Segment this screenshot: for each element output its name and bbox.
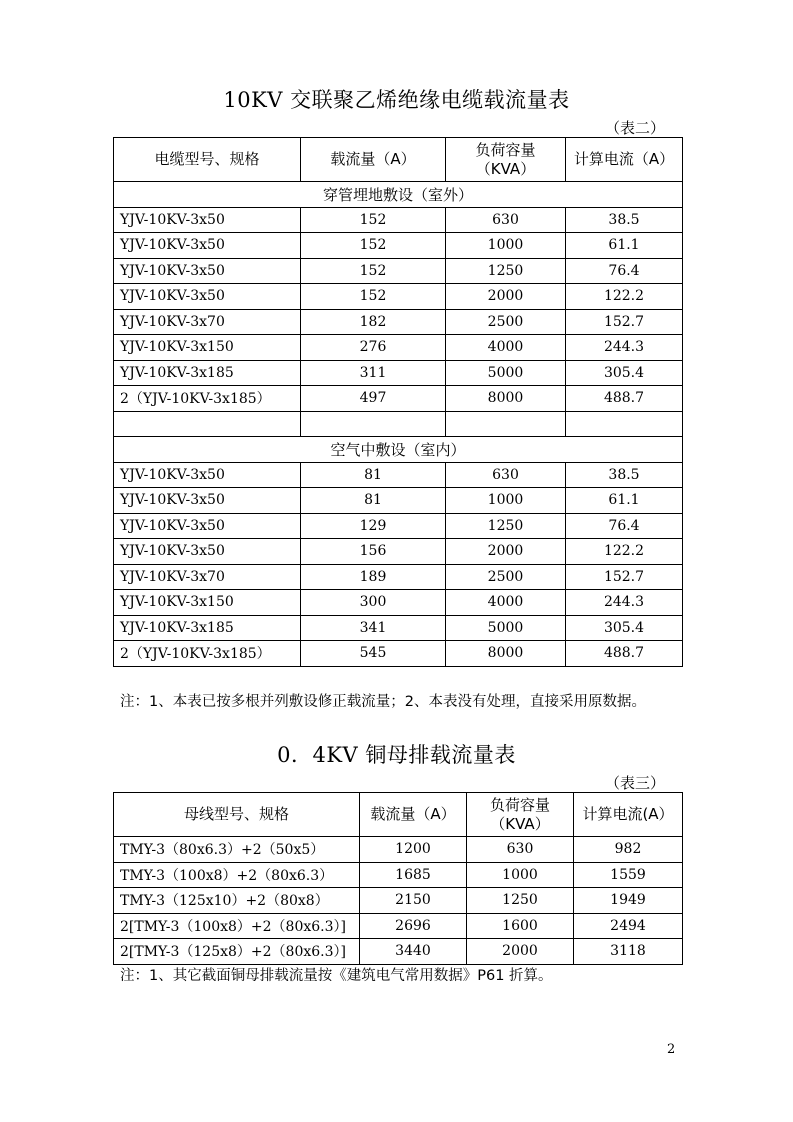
cell-model: YJV-10KV-3x50	[114, 284, 301, 310]
cell-model: 2（YJV-10KV-3x185）	[114, 641, 301, 667]
cell-capacity: 2500	[446, 309, 566, 335]
cell-capacity: 4000	[446, 335, 566, 361]
cell-model: YJV-10KV-3x150	[114, 335, 301, 361]
cell-capacity: 1250	[467, 888, 574, 914]
cell-ampacity: 152	[301, 284, 446, 310]
cell-capacity: 5000	[446, 615, 566, 641]
cell-capacity: 630	[446, 462, 566, 488]
section-outdoor: 穿管埋地敷设（室外）	[114, 182, 683, 208]
cell-capacity: 1000	[446, 488, 566, 514]
table-row	[114, 564, 683, 590]
cell-capacity: 1250	[446, 513, 566, 539]
empty-cell	[446, 411, 566, 437]
cell-capacity: 630	[446, 207, 566, 233]
cell-capacity: 2000	[446, 284, 566, 310]
table2-note: 注：1、其它截面铜母排载流量按《建筑电气常用数据》P61 折算。	[120, 968, 553, 984]
empty-cell	[301, 411, 446, 437]
cell-capacity: 2500	[446, 564, 566, 590]
cell-current: 38.5	[566, 462, 683, 488]
table-row	[114, 513, 683, 539]
header-row	[114, 793, 683, 837]
cell-current: 152.7	[566, 309, 683, 335]
cell-current: 488.7	[566, 641, 683, 667]
header-model: 电缆型号、规格	[114, 138, 301, 182]
header-model: 母线型号、规格	[114, 793, 360, 837]
cell-capacity: 630	[467, 837, 574, 863]
cell-current: 3118	[574, 939, 683, 965]
cell-current: 305.4	[566, 360, 683, 386]
table-row	[114, 488, 683, 514]
table-row	[114, 939, 683, 965]
cell-model: TMY-3（125x10）+2（80x8）	[114, 888, 360, 914]
table-row	[114, 462, 683, 488]
cell-ampacity: 276	[301, 335, 446, 361]
cell-ampacity: 1685	[360, 862, 467, 888]
cell-ampacity: 497	[301, 386, 446, 412]
table-row	[114, 615, 683, 641]
cell-capacity: 1250	[446, 258, 566, 284]
cell-model: TMY-3（80x6.3）+2（50x5）	[114, 837, 360, 863]
cell-model: TMY-3（100x8）+2（80x6.3）	[114, 862, 360, 888]
table-row	[114, 335, 683, 361]
table1-note: 注：1、本表已按多根并列敷设修正载流量；2、本表没有处理，直接采用原数据。	[120, 694, 646, 710]
cell-model: 2[TMY-3（100x8）+2（80x6.3）]	[114, 913, 360, 939]
section-row-indoor	[114, 437, 683, 463]
cell-current: 1559	[574, 862, 683, 888]
page-number: 2	[667, 1042, 676, 1057]
cell-current: 1949	[574, 888, 683, 914]
table1-title: 10KV 交联聚乙烯绝缘电缆载流量表	[223, 88, 570, 112]
cell-capacity: 1000	[467, 862, 574, 888]
cell-ampacity: 81	[301, 488, 446, 514]
cell-ampacity: 156	[301, 539, 446, 565]
table-row	[114, 913, 683, 939]
cell-ampacity: 152	[301, 207, 446, 233]
cell-ampacity: 152	[301, 258, 446, 284]
table-row	[114, 539, 683, 565]
cell-current: 61.1	[566, 233, 683, 259]
cell-current: 244.3	[566, 590, 683, 616]
empty-cell	[566, 411, 683, 437]
cell-model: YJV-10KV-3x50	[114, 233, 301, 259]
cell-current: 488.7	[566, 386, 683, 412]
header-current: 计算电流（A）	[566, 138, 683, 182]
cell-model: YJV-10KV-3x70	[114, 309, 301, 335]
table-row	[114, 360, 683, 386]
table1-label: （表二）	[604, 119, 665, 137]
cell-current: 152.7	[566, 564, 683, 590]
cell-ampacity: 3440	[360, 939, 467, 965]
header-capacity: 负荷容量（KVA）	[467, 793, 574, 837]
cell-model: 2（YJV-10KV-3x185）	[114, 386, 301, 412]
cell-capacity: 8000	[446, 386, 566, 412]
table-row	[114, 837, 683, 863]
table-row	[114, 233, 683, 259]
table-row	[114, 386, 683, 412]
cell-model: YJV-10KV-3x185	[114, 615, 301, 641]
cell-current: 305.4	[566, 615, 683, 641]
table-row	[114, 207, 683, 233]
header-current: 计算电流(A）	[574, 793, 683, 837]
table-row	[114, 309, 683, 335]
cell-capacity: 2000	[467, 939, 574, 965]
cell-ampacity: 152	[301, 233, 446, 259]
cell-ampacity: 311	[301, 360, 446, 386]
cell-ampacity: 300	[301, 590, 446, 616]
cell-capacity: 5000	[446, 360, 566, 386]
cell-model: YJV-10KV-3x50	[114, 258, 301, 284]
table2-label: （表三）	[604, 774, 665, 792]
cell-model: YJV-10KV-3x70	[114, 564, 301, 590]
cell-current: 244.3	[566, 335, 683, 361]
header-ampacity: 载流量（A）	[301, 138, 446, 182]
table-row	[114, 888, 683, 914]
cell-ampacity: 2696	[360, 913, 467, 939]
cable-ampacity-table	[113, 137, 683, 667]
cell-model: YJV-10KV-3x150	[114, 590, 301, 616]
cell-current: 982	[574, 837, 683, 863]
cell-model: YJV-10KV-3x50	[114, 462, 301, 488]
section-indoor: 空气中敷设（室内）	[114, 437, 683, 463]
header-row	[114, 138, 683, 182]
table-row	[114, 862, 683, 888]
empty-row	[114, 411, 683, 437]
cell-ampacity: 1200	[360, 837, 467, 863]
cell-current: 76.4	[566, 258, 683, 284]
busbar-ampacity-table	[113, 792, 683, 965]
cell-capacity: 4000	[446, 590, 566, 616]
cell-capacity: 8000	[446, 641, 566, 667]
table-row	[114, 284, 683, 310]
cell-ampacity: 129	[301, 513, 446, 539]
cell-current: 122.2	[566, 539, 683, 565]
cell-ampacity: 182	[301, 309, 446, 335]
cell-capacity: 1600	[467, 913, 574, 939]
header-ampacity: 载流量（A）	[360, 793, 467, 837]
cell-current: 38.5	[566, 207, 683, 233]
cell-current: 122.2	[566, 284, 683, 310]
table-row	[114, 590, 683, 616]
cell-ampacity: 545	[301, 641, 446, 667]
cell-model: YJV-10KV-3x50	[114, 207, 301, 233]
cell-model: YJV-10KV-3x50	[114, 488, 301, 514]
cell-current: 2494	[574, 913, 683, 939]
cell-ampacity: 2150	[360, 888, 467, 914]
cell-ampacity: 189	[301, 564, 446, 590]
cell-model: 2[TMY-3（125x8）+2（80x6.3）]	[114, 939, 360, 965]
table-row	[114, 258, 683, 284]
table-row	[114, 641, 683, 667]
cell-capacity: 2000	[446, 539, 566, 565]
cell-ampacity: 341	[301, 615, 446, 641]
cell-model: YJV-10KV-3x50	[114, 539, 301, 565]
table2-title: 0．4KV 铜母排载流量表	[277, 743, 516, 767]
cell-model: YJV-10KV-3x50	[114, 513, 301, 539]
cell-current: 76.4	[566, 513, 683, 539]
cell-ampacity: 81	[301, 462, 446, 488]
cell-current: 61.1	[566, 488, 683, 514]
empty-cell	[114, 411, 301, 437]
cell-model: YJV-10KV-3x185	[114, 360, 301, 386]
cell-capacity: 1000	[446, 233, 566, 259]
section-row-outdoor	[114, 182, 683, 208]
header-capacity: 负荷容量（KVA）	[446, 138, 566, 182]
